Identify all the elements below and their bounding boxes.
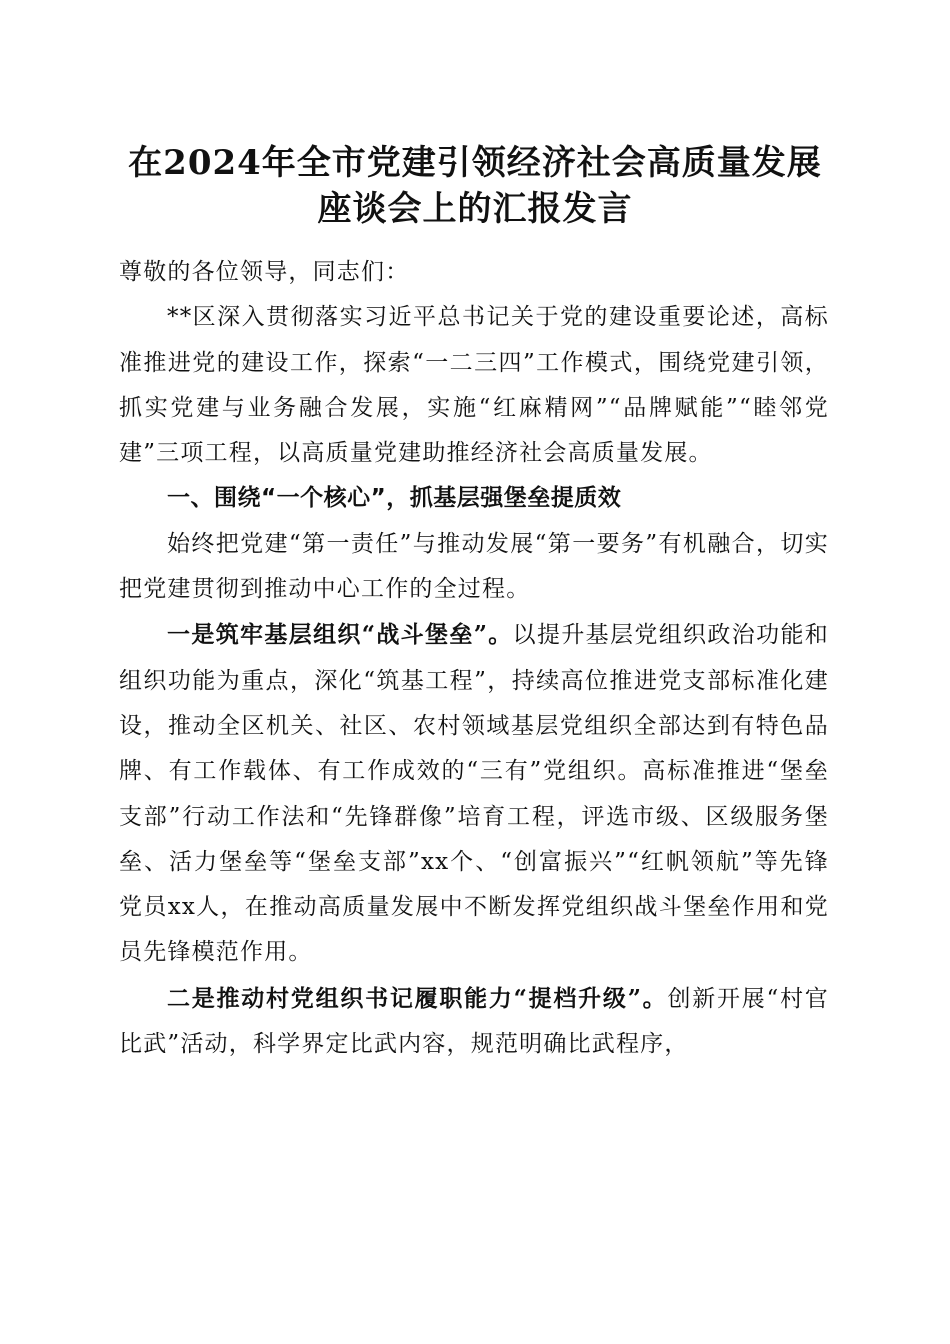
intro-paragraph: **区深入贯彻落实习近平总书记关于党的建设重要论述，高标准推进党的建设工作，探索“一二三四”工作模式，围绕党建引领，抓实党建与业务融合发展，实施“红麻精网”“品牌赋能”“睦邻党建”三项工程，以高质量党建助推经济社会高质量发展。 xyxy=(119,304,829,467)
section-1-intro-paragraph: 始终把党建“第一责任”与推动发展“第一要务”有机融合，切实把党建贯彻到推动中心工作的全过程。 xyxy=(119,530,829,603)
point-2-paragraph xyxy=(119,976,829,1068)
section-1-heading: 一、围绕“一个核心”，抓基层强堡垒提质效 xyxy=(167,485,622,512)
point-1-text: 以提升基层党组织政治功能和组织功能为重点，深化“筑基工程”，持续高位推进党支部标准化建设，推动全区机关、社区、农村领域基层党组织全部达到有特色品牌、有工作载体、有工作成效的“三有”党组织。高标准推进“堡垒支部”行动工作法和“先锋群像”培育工程，评选市级、区级服务堡垒、活力堡垒等“堡垒支部”xx个、“创富振兴”“红帆领航”等先锋党员xx人，在推动高质量发展中不断发挥党组织战斗堡垒作用和党员先锋模范作用。 xyxy=(119,622,829,966)
document-title-line-2: 座谈会上的汇报发言 xyxy=(317,189,633,229)
salutation: 尊敬的各位领导，同志们： xyxy=(119,259,410,285)
document-title-line-1: 在2024年全市党建引领经济社会高质量发展 xyxy=(128,143,822,183)
point-1-paragraph xyxy=(119,612,829,975)
point-2-lead: 二是推动村党组织书记履职能力“提档升级”。 xyxy=(167,984,668,1012)
point-1-lead: 一是筑牢基层组织“战斗堡垒”。 xyxy=(167,621,513,649)
document-body xyxy=(119,250,829,1067)
point-2-text: 创新开展“村官比武”活动，科学界定比武内容，规范明确比武程序， xyxy=(119,985,829,1058)
